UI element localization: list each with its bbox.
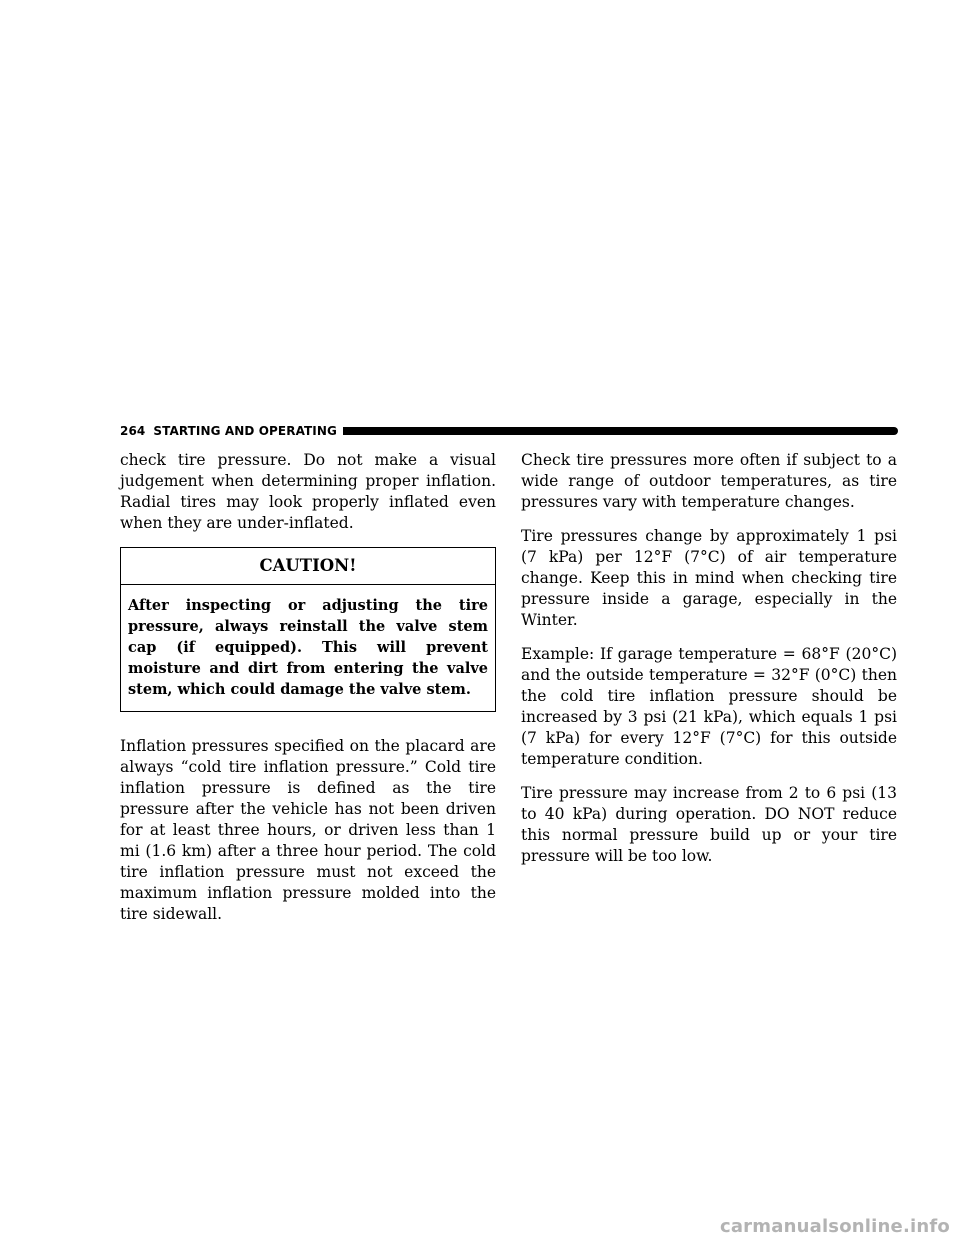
caution-text: After inspecting or adjusting the tire pressure, always reinstall the valve stem cap (if equipped). This will prevent moisture and dirt from entering the valve stem, which could damage the valve stem. [128,597,488,698]
section-title: STARTING AND OPERATING [153,424,337,438]
caution-title: CAUTION! [121,548,495,585]
paragraph-operation-increase: Tire pressure may increase from 2 to 6 psi (13 to 40 kPa) during operation. DO NOT reduce this normal pressure build up or your tire pressure will be too low. [521,784,897,865]
caution-box [120,547,496,712]
paragraph-check-often: Check tire pressures more often if subject to a wide range of outdoor temperatures, as tire pressures vary with temperature changes. [521,451,897,511]
paragraph-pressure-change: Tire pressures change by approximately 1 psi (7 kPa) per 12°F (7°C) of air temperature change. Keep this in mind when checking tire pressure inside a garage, especially in the Winter. [521,527,897,629]
watermark-link[interactable]: carmanualsonline.info [719,1216,950,1237]
paragraph-example: Example: If garage temperature = 68°F (20°C) and the outside temperature = 32°F (0°C) then the cold tire inflation pressure should be increased by 3 psi (21 kPa), which equals 1 psi (7 kPa) for every 12°F (7°C) for this outside temperature condition. [521,645,897,768]
paragraph-visual-judgement: check tire pressure. Do not make a visual judgement when determining proper inflation. Radial tires may look properly inflated even when they are under-inflated. [120,451,496,532]
left-column [120,450,496,938]
header-rule [343,427,898,435]
right-column [521,450,897,880]
paragraph-cold-inflation: Inflation pressures specified on the placard are always “cold tire inflation pressure.” Cold tire inflation pressure is defined as the tire pressure after the vehicle has not been driven for at least three hours, or driven less than 1 mi (1.6 km) after a three hour period. The cold tire inflation pressure must not exceed the maximum inflation pressure molded into the tire sidewall. [120,737,496,923]
page-number: 264 [120,424,146,438]
page-header [120,423,898,439]
